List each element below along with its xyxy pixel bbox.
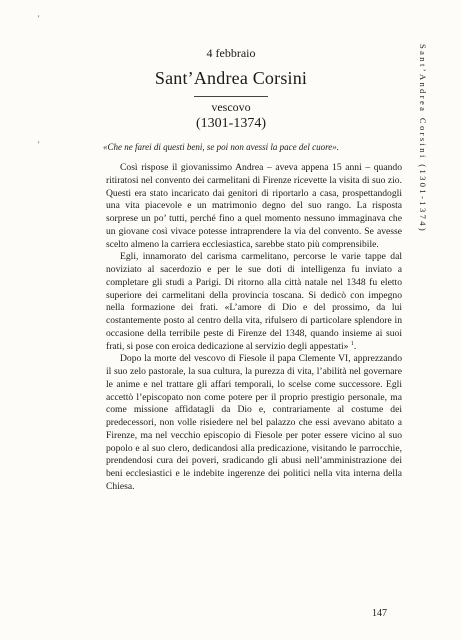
- saint-title: Sant’Andrea Corsini: [154, 68, 308, 88]
- epigraph-quote: «Che ne farei di questi beni, se poi non avessi la pace del cuore».: [103, 142, 340, 152]
- running-head: [415, 44, 433, 274]
- paragraph-1: Così rispose il giovanissimo Andrea – aveva appena 15 anni – quando ritiratosi nel convento dei carmelitani di Firenze ricevette la visita di suo zio. Questi era stato incaricato dai genitori di riportarlo a casa, prospettandogli una vita piacevole e un matrimonio degno del suo rango. La risposta sorprese un po’ tutti, perché fino a quel momento nessuno immaginava che un giovane così vivace potesse intraprendere la via del convento. Se avesse scelto almeno la carriera ecclesiastica, sarebbe stato più comprensibile.: [106, 162, 402, 250]
- paragraph-2: Egli, innamorato del carisma carmelitano, percorse le varie tappe dal noviziato al sacerdozio e per le sue doti di intelligenza fu inviato a completare gli studi a Parigi. Di ritorno alla città natale nel 1348 fu eletto superiore dei carmelitani della provincia toscana. Si dedicò con impegno nella formazione dei frati. «L’amore di Dio e del prossimo, da lui costantemente posto al centro della vita, rifulsero di particolare splendore in occasione della terribile peste di Firenze del 1348, quando insieme ai suoi frati, si pose con eroica dedicazione al servizio degli appestati» $^1$.: [106, 251, 402, 352]
- margin-mark: ': [38, 14, 40, 23]
- body-text: [106, 162, 402, 494]
- entry-date: 4 febbraio: [206, 46, 256, 60]
- saint-years: (1301-1374): [196, 116, 266, 131]
- saint-role: vescovo: [211, 100, 251, 114]
- title-divider: [194, 96, 268, 97]
- paragraph-2-text: Egli, innamorato del carisma carmelitano, percorse le varie tappe dal noviziato al sacerdozio e per le sue doti di intelligenza fu inviato a completare gli studi a Parigi. Di ritorno alla città natale nel 1348 fu eletto superiore dei carmelitani della provincia toscana. Si dedicò con impegno nella formazione dei frati. «L’amore di Dio e del prossimo, da lui costantemente posto al centro della vita, rifulsero di particolare splendore in occasione della terribile peste di Firenze del 1348, quando insieme ai suoi frati, si pose con eroica dedicazione al servizio degli appestati»: [106, 251, 402, 352]
- running-head-text: Sant’Andrea Corsini (1301-1374): [418, 44, 428, 234]
- page-number: 147: [372, 608, 387, 619]
- paragraph-3: Dopo la morte del vescovo di Fiesole il papa Clemente VI, apprezzando il suo zelo pastorale, la sua cultura, la purezza di vita, l’abilità nel governare le anime e nel trattare gli affari temporali, lo scelse come successore. Egli accettò l’episcopato non come potere per il proprio prestigio personale, ma come missione affidatagli da Dio e, contrariamente al costume dei predecessori, non volle risiedere nel bel palazzo che essi avevano abitato a Firenze, ma nel vecchio episcopio di Fiesole per poter essere vicino al suo popolo e al suo clero, dedicandosi alla predicazione, visitando le parrocchie, prendendosi cura dei poveri, sradicando gli abusi nell’amministrazione dei beni ecclesiastici e le indebite ingerenze dei politici nella vita interna della Chiesa.: [106, 353, 402, 492]
- footnote-marker: 1: [350, 340, 354, 347]
- margin-mark: ': [38, 140, 40, 149]
